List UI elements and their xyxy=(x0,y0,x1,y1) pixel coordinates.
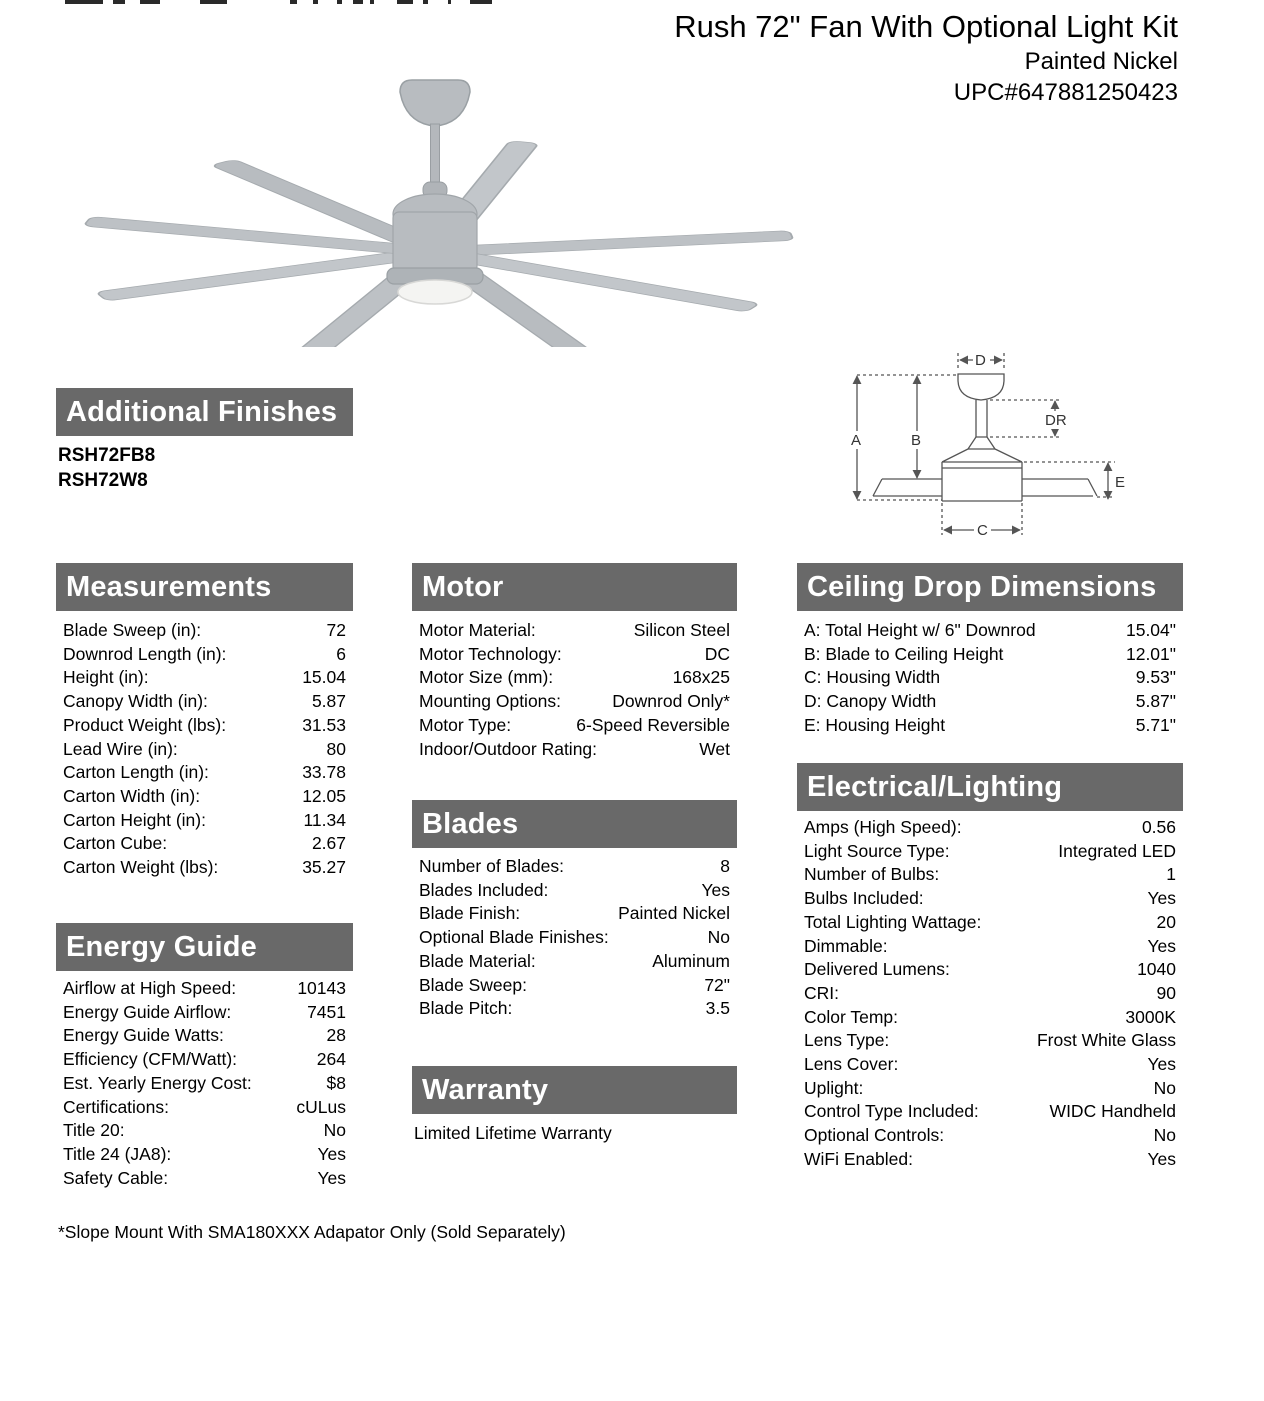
spec-label: Control Type Included: xyxy=(804,1101,979,1122)
cropped-text-fragment xyxy=(290,0,297,4)
cropped-text-fragment xyxy=(113,0,125,4)
spec-value: Painted Nickel xyxy=(618,903,730,924)
spec-label: Carton Width (in): xyxy=(63,785,201,806)
warranty-text: Limited Lifetime Warranty xyxy=(414,1123,612,1143)
section-heading: Motor xyxy=(412,563,737,611)
fan-downrod xyxy=(431,124,440,184)
section-energy-guide xyxy=(56,923,353,1190)
section-motor xyxy=(412,563,737,761)
spec-row xyxy=(56,1024,353,1048)
diagram-label-d: D xyxy=(975,352,986,369)
spec-row xyxy=(797,690,1183,714)
spec-label: Safety Cable: xyxy=(63,1167,169,1188)
spec-label: C: Housing Width xyxy=(804,667,941,688)
spec-label: Blade Finish: xyxy=(419,903,521,924)
spec-value: 0.56 xyxy=(1141,817,1176,837)
finish-model-number: RSH72FB8 xyxy=(58,445,156,466)
spec-label: Height (in): xyxy=(63,667,149,688)
spec-value: 264 xyxy=(316,1049,346,1070)
spec-table xyxy=(412,611,737,761)
spec-label: Motor Material: xyxy=(419,620,536,640)
spec-label: Delivered Lumens: xyxy=(804,959,950,980)
spec-row xyxy=(56,714,353,738)
diagram-canopy xyxy=(958,374,1004,400)
spec-value: Yes xyxy=(1147,1054,1176,1075)
spec-label: Energy Guide Watts: xyxy=(63,1025,224,1046)
spec-row xyxy=(797,1100,1183,1124)
spec-value: 2.67 xyxy=(311,833,346,854)
spec-row xyxy=(412,619,737,643)
diagram-label-dr: DR xyxy=(1045,412,1067,429)
spec-label: Est. Yearly Energy Cost: xyxy=(63,1072,252,1093)
spec-label: Number of Bulbs: xyxy=(804,864,940,885)
spec-value: 20 xyxy=(1156,911,1176,932)
spec-label: Motor Technology: xyxy=(419,643,562,664)
spec-label: Carton Height (in): xyxy=(63,809,206,830)
spec-row xyxy=(56,643,353,667)
spec-row xyxy=(412,902,737,926)
cropped-text-fragment xyxy=(470,0,492,4)
cropped-text-fragment xyxy=(140,0,160,4)
spec-label: Airflow at High Speed: xyxy=(63,978,237,998)
spec-table xyxy=(797,811,1183,1172)
spec-label: WiFi Enabled: xyxy=(804,1148,913,1169)
spec-label: Blade Sweep: xyxy=(419,974,527,995)
spec-value: No xyxy=(1153,1077,1176,1098)
spec-row xyxy=(56,785,353,809)
section-blades xyxy=(412,800,737,1021)
spec-value: 168x25 xyxy=(672,667,730,688)
spec-row xyxy=(797,863,1183,887)
dimension-diagram xyxy=(830,345,1142,545)
spec-value: DC xyxy=(704,643,730,664)
spec-label: Total Lighting Wattage: xyxy=(804,911,982,932)
fan-motor-housing xyxy=(387,194,483,284)
spec-value: 7451 xyxy=(307,1001,346,1022)
spec-value: Aluminum xyxy=(652,950,730,971)
spec-label: Optional Controls: xyxy=(804,1125,945,1146)
spec-label: Carton Length (in): xyxy=(63,762,209,783)
spec-value: 3.5 xyxy=(705,998,730,1019)
spec-row xyxy=(797,840,1183,864)
spec-row xyxy=(797,714,1183,738)
spec-value: 5.71" xyxy=(1135,714,1176,735)
spec-label: Carton Weight (lbs): xyxy=(63,857,219,878)
spec-row xyxy=(56,690,353,714)
spec-row xyxy=(412,714,737,738)
diagram-label-c: C xyxy=(977,522,988,539)
spec-table xyxy=(797,611,1183,738)
spec-row xyxy=(797,1124,1183,1148)
spec-row xyxy=(797,911,1183,935)
spec-label: Lens Cover: xyxy=(804,1054,899,1075)
spec-value: 9.53" xyxy=(1135,667,1176,688)
spec-value: 8 xyxy=(720,856,730,876)
section-warranty xyxy=(412,1066,737,1144)
spec-label: Blade Pitch: xyxy=(419,998,513,1019)
section-additional-finishes xyxy=(56,388,353,492)
spec-row xyxy=(412,738,737,762)
spec-row xyxy=(56,619,353,643)
diagram-blade-left xyxy=(873,479,942,496)
spec-label: D: Canopy Width xyxy=(804,691,937,712)
spec-label: A: Total Height w/ 6" Downrod xyxy=(804,620,1036,640)
section-heading: Additional Finishes xyxy=(56,388,353,436)
spec-value: WIDC Handheld xyxy=(1049,1101,1176,1122)
spec-row xyxy=(56,666,353,690)
spec-label: E: Housing Height xyxy=(804,714,946,735)
section-heading: Energy Guide xyxy=(56,923,353,971)
product-finish: Painted Nickel xyxy=(1024,48,1178,75)
section-heading: Blades xyxy=(412,800,737,848)
spec-label: Indoor/Outdoor Rating: xyxy=(419,738,598,759)
spec-value: Yes xyxy=(701,879,730,900)
spec-value: Integrated LED xyxy=(1058,840,1176,861)
spec-row xyxy=(412,997,737,1021)
spec-value: Downrod Only* xyxy=(612,691,730,712)
spec-row xyxy=(56,761,353,785)
spec-label: Product Weight (lbs): xyxy=(63,714,227,735)
spec-label: Number of Blades: xyxy=(419,856,564,876)
spec-label: Carton Cube: xyxy=(63,833,168,854)
spec-label: Certifications: xyxy=(63,1096,170,1117)
spec-row xyxy=(412,879,737,903)
spec-value: cULus xyxy=(296,1096,346,1117)
section-electrical-lighting xyxy=(797,763,1183,1172)
spec-row xyxy=(56,977,353,1001)
section-measurements xyxy=(56,563,353,880)
spec-row xyxy=(797,1077,1183,1101)
spec-value: Yes xyxy=(1147,888,1176,909)
diagram-blade-right xyxy=(1022,479,1097,496)
spec-row xyxy=(412,855,737,879)
section-heading: Ceiling Drop Dimensions xyxy=(797,563,1183,611)
spec-label: Lead Wire (in): xyxy=(63,738,178,759)
section-heading: Warranty xyxy=(412,1066,737,1114)
spec-value: 90 xyxy=(1156,982,1176,1003)
fan-light-lens xyxy=(398,280,472,304)
spec-label: Blade Sweep (in): xyxy=(63,620,202,640)
spec-label: B: Blade to Ceiling Height xyxy=(804,643,1004,664)
spec-value: 5.87 xyxy=(311,691,346,712)
spec-row xyxy=(797,887,1183,911)
spec-value: No xyxy=(323,1120,346,1141)
spec-label: Lens Type: xyxy=(804,1030,890,1051)
spec-value: 6 xyxy=(336,643,346,664)
spec-value: 12.05 xyxy=(302,785,346,806)
spec-label: Optional Blade Finishes: xyxy=(419,927,609,948)
fan-canopy xyxy=(400,80,470,126)
spec-row xyxy=(56,1096,353,1120)
spec-label: Amps (High Speed): xyxy=(804,817,962,837)
spec-label: Dimmable: xyxy=(804,935,888,956)
spec-label: Title 20: xyxy=(63,1120,125,1141)
spec-value: 31.53 xyxy=(302,714,346,735)
cropped-text-fragment xyxy=(313,0,318,4)
spec-label: Efficiency (CFM/Watt): xyxy=(63,1049,238,1070)
diagram-housing xyxy=(942,449,1022,501)
spec-row xyxy=(797,643,1183,667)
spec-label: Motor Size (mm): xyxy=(419,667,554,688)
spec-row xyxy=(797,666,1183,690)
cropped-text-fragment xyxy=(397,0,413,4)
spec-label: CRI: xyxy=(804,982,839,1003)
spec-row xyxy=(56,1143,353,1167)
diagram-downrod xyxy=(976,400,987,437)
section-heading: Electrical/Lighting xyxy=(797,763,1183,811)
spec-value: 10143 xyxy=(297,978,346,998)
spec-value: Yes xyxy=(317,1167,346,1188)
spec-row xyxy=(412,926,737,950)
spec-value: Yes xyxy=(1147,1148,1176,1169)
spec-label: Title 24 (JA8): xyxy=(63,1143,172,1164)
slope-mount-footnote: *Slope Mount With SMA180XXX Adapator Only (Sold Separately) xyxy=(58,1222,566,1242)
spec-label: Motor Type: xyxy=(419,714,512,735)
spec-value: Silicon Steel xyxy=(633,620,730,640)
spec-value: 1 xyxy=(1166,864,1176,885)
spec-row xyxy=(412,666,737,690)
cropped-text-fragment xyxy=(65,0,103,4)
spec-row xyxy=(56,1048,353,1072)
spec-row xyxy=(56,1001,353,1025)
spec-value: 12.01" xyxy=(1125,643,1176,664)
spec-row xyxy=(797,935,1183,959)
spec-label: Color Temp: xyxy=(804,1006,899,1027)
spec-value: 35.27 xyxy=(302,857,346,878)
product-upc: UPC#647881250423 xyxy=(953,79,1178,106)
section-ceiling-drop-dimensions xyxy=(797,563,1183,738)
spec-value: 11.34 xyxy=(303,809,346,830)
finish-model-number: RSH72W8 xyxy=(58,469,148,491)
spec-row xyxy=(797,982,1183,1006)
spec-row xyxy=(56,832,353,856)
spec-row xyxy=(56,1167,353,1191)
spec-value: 72 xyxy=(326,620,346,640)
spec-row xyxy=(412,690,737,714)
spec-row xyxy=(797,1053,1183,1077)
fan-illustration xyxy=(70,52,810,347)
cropped-text-fragment xyxy=(370,0,374,4)
spec-value: No xyxy=(707,927,730,948)
fan-product-image xyxy=(70,52,810,347)
spec-value: 5.87" xyxy=(1135,691,1176,712)
spec-value: $8 xyxy=(326,1072,346,1093)
diagram-label-e: E xyxy=(1115,474,1126,491)
spec-label: Light Source Type: xyxy=(804,840,950,861)
spec-row xyxy=(56,1072,353,1096)
spec-label: Uplight: xyxy=(804,1077,864,1098)
spec-value: 33.78 xyxy=(302,762,346,783)
spec-value: 6-Speed Reversible xyxy=(576,714,730,735)
section-heading: Measurements xyxy=(56,563,353,611)
spec-row xyxy=(56,1119,353,1143)
finish-model-list xyxy=(56,436,353,492)
spec-label: Mounting Options: xyxy=(419,691,562,712)
cropped-text-fragment xyxy=(353,0,363,4)
cropped-text-fragment xyxy=(423,0,428,4)
cropped-text-fragment xyxy=(200,0,227,4)
diagram-label-b: B xyxy=(911,432,922,449)
spec-label: Blades Included: xyxy=(419,879,549,900)
spec-row xyxy=(56,809,353,833)
spec-value: 28 xyxy=(326,1025,346,1046)
spec-label: Downrod Length (in): xyxy=(63,643,227,664)
spec-label: Blade Material: xyxy=(419,950,536,971)
product-title: Rush 72" Fan With Optional Light Kit xyxy=(674,9,1178,44)
diagram-coupler xyxy=(968,437,995,449)
spec-table xyxy=(412,848,737,1021)
spec-value: 72" xyxy=(704,974,730,995)
spec-value: Yes xyxy=(1147,935,1176,956)
spec-value: Yes xyxy=(317,1143,346,1164)
spec-row xyxy=(56,856,353,880)
cropped-text-fragment xyxy=(448,0,451,4)
diagram-leader-lines xyxy=(857,353,1115,535)
spec-value: No xyxy=(1153,1125,1176,1146)
dimension-diagram-svg xyxy=(830,345,1142,545)
spec-value: 15.04 xyxy=(302,667,346,688)
spec-row xyxy=(797,816,1183,840)
spec-row xyxy=(797,619,1183,643)
spec-row xyxy=(412,950,737,974)
spec-table xyxy=(56,611,353,880)
spec-row xyxy=(797,1148,1183,1172)
spec-value: 80 xyxy=(326,738,346,759)
cropped-text-fragment xyxy=(337,0,342,4)
spec-row xyxy=(412,643,737,667)
spec-value: Frost White Glass xyxy=(1036,1030,1176,1051)
diagram-labels xyxy=(848,352,1125,539)
spec-value: 3000K xyxy=(1125,1006,1176,1027)
spec-label: Canopy Width (in): xyxy=(63,691,208,712)
spec-row xyxy=(797,958,1183,982)
spec-table xyxy=(56,971,353,1190)
spec-row xyxy=(56,738,353,762)
spec-value: 1040 xyxy=(1137,959,1176,980)
spec-label: Energy Guide Airflow: xyxy=(63,1001,232,1022)
diagram-label-a: A xyxy=(851,432,862,449)
spec-row xyxy=(797,1029,1183,1053)
spec-value: 15.04" xyxy=(1125,620,1176,640)
spec-value: Wet xyxy=(699,738,730,759)
spec-label: Bulbs Included: xyxy=(804,888,924,909)
spec-row xyxy=(797,1006,1183,1030)
spec-row xyxy=(412,974,737,998)
